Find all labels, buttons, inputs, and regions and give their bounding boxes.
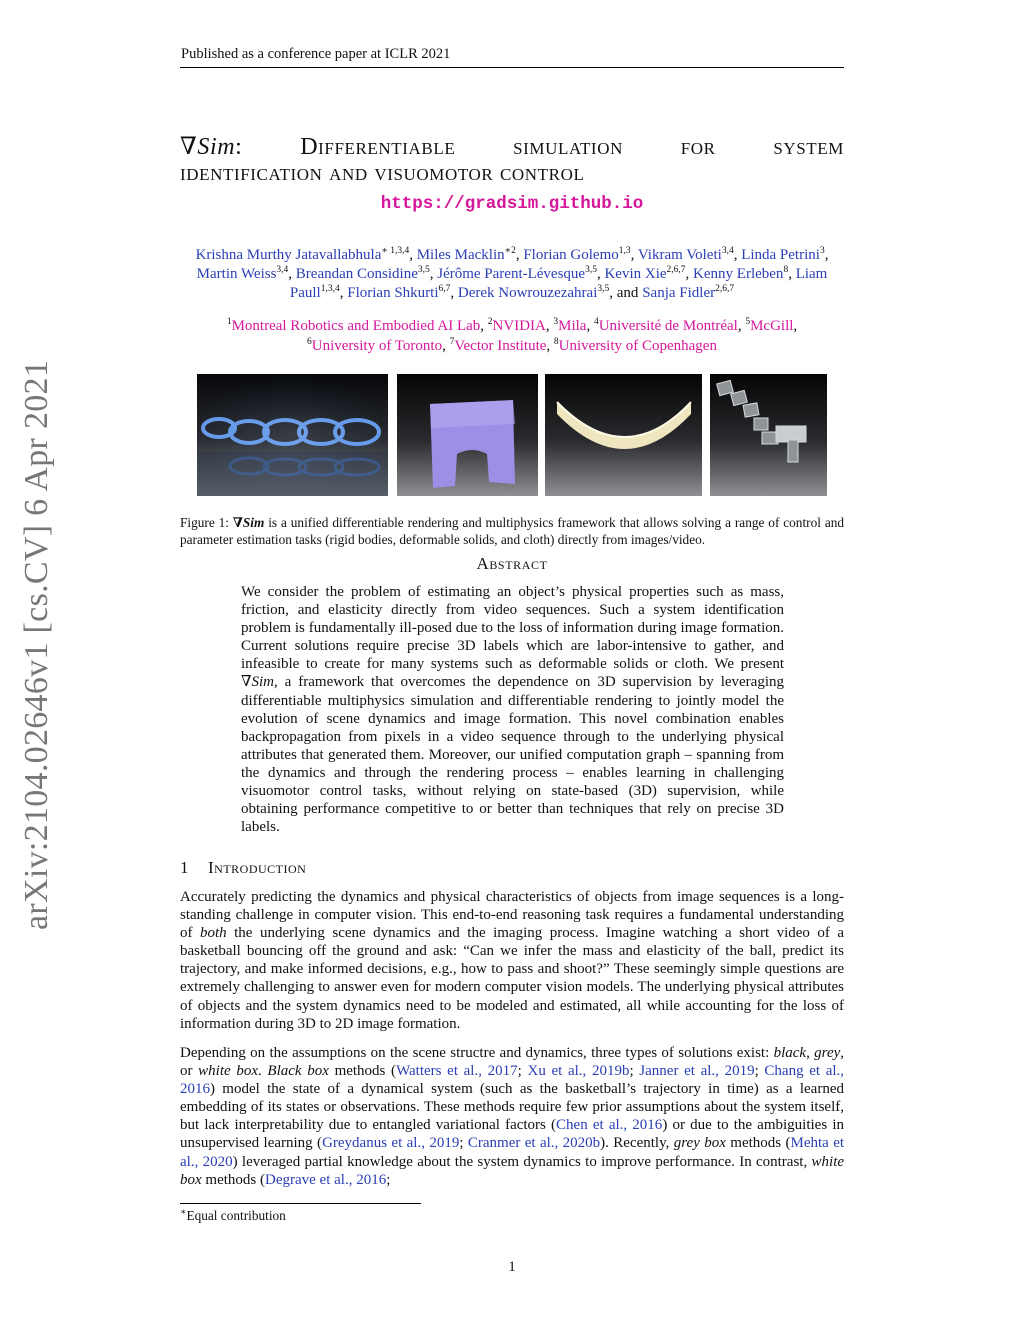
author-link[interactable]: Kevin Xie <box>604 266 667 282</box>
section-heading: 1 Introduction <box>180 858 307 877</box>
citation-link[interactable]: Degrave et al., 2016 <box>265 1171 387 1188</box>
author-link[interactable]: Breandan Considine <box>295 266 418 282</box>
abstract-heading: Abstract <box>476 554 548 573</box>
affiliation-list: $^1$Montreal Robotics and Embodied AI Lab, $^2$NVIDIA, $^3$Mila, $^4$Université de Montréal, $^5$McGill, $^6$University of Toronto, $^7$Vector Institute, $^8$University of Copenhagen <box>226 317 798 354</box>
citation-link[interactable]: Watters et al., 2017 <box>396 1063 518 1080</box>
intro-paragraph-1: Accurately predicting the dynamics and physical characteristics of objects from image sequences is a long-standing challenge in computer vision. This end-to-end reasoning task requires a fundamental understanding of both the underlying scene dynamics and the imaging process. Imagine watching a short video of a basketball bouncing off the ground and ask: “Can we infer the mass and elasticity of the ball, predict its trajectory, and make informed decisions, e.g., how to pass and shoot?” These seemingly simple questions are extremely challenging to answer even for modern computer vision models. The underlying physical attributes of objects and the system dynamics need to be modeled and estimated, all while accounting for the loss of information during 3D to 2D image formation. <box>180 889 845 1032</box>
citation-link[interactable]: Greydanus et al., 2019 <box>322 1135 460 1152</box>
author-link[interactable]: Florian Golemo <box>523 247 619 263</box>
affiliation-link[interactable]: McGill <box>750 318 794 334</box>
author-link[interactable]: Martin Weiss <box>196 266 277 282</box>
citation-link[interactable]: Janner et al., 2019 <box>639 1063 755 1080</box>
affiliation-link[interactable]: University of Copenhagen <box>558 337 717 354</box>
author-link[interactable]: Linda Petrini <box>741 247 820 263</box>
citation-link[interactable]: Mehta et al., 2020 <box>180 1135 845 1170</box>
author-link[interactable]: Florian Shkurti <box>347 285 439 301</box>
figure-caption: Figure 1: ∇Sim is a unified differentiable rendering and multiphysics framework that allows solving a range of control and parameter estimation tasks (rigid bodies, deformable solids, and cloth) directly from images/video. <box>180 515 845 547</box>
intro-paragraph-2: Depending on the assumptions on the scene structre and dynamics, three types of solutions exist: black, grey, or white box. Black box methods (Watters et al., 2017; Xu et al., 2019b; Janner et al., 2019; Chang et al., 2016) model the state of a dynamical system (such as the basketball’s trajectory in time) as a learned embedding of its states or observations. These methods require few prior assumptions about the system itself, but lack interpretability due to entangled variational factors (Chen et al., 2016) or due to the ambiguities in unsupervised learning (Greydanus et al., 2019; Cranmer et al., 2020b). Recently, grey box methods (Mehta et al., 2020) leveraged partial knowledge about the system dynamics to improve performance. In contrast, white box methods (Degrave et al., 2016; <box>180 1045 845 1188</box>
title-line-1: ∇Sim: Differentiable simulation for system <box>180 134 844 160</box>
author-link[interactable]: Sanja Fidler <box>642 285 716 301</box>
affiliation-link[interactable]: Université de Montréal <box>598 318 738 334</box>
author-link[interactable]: Miles Macklin <box>416 247 505 263</box>
affiliation-link[interactable]: Mila <box>558 318 587 334</box>
author-link[interactable]: Krishna Murthy Jatavallabhula <box>195 247 382 263</box>
arxiv-stamp: arXiv:2104.02646v1 [cs.CV] 6 Apr 2021 <box>18 359 55 930</box>
title-rest: Differentiable simulation for system <box>300 134 844 160</box>
author-list: Krishna Murthy Jatavallabhula$^{∗ 1,3,4}$, Miles Macklin$^{∗2}$, Florian Golemo$^{1,3}$, Vikram Voleti$^{3,4}$, Linda Petrini$^3$, Martin Weiss$^{3,4}$, Breandan Considine$^{3,5}$, Jérôme Parent-Lévesque$^{3,5}$, Kevin Xie$^{2,6,7}$, Kenny Erleben$^8$, Liam Paull$^{1,3,4}$, Florian Shkurti$^{6,7}$, Derek Nowrouzezahrai$^{3,5}$, and Sanja Fidler$^{2,6,7}$ <box>195 246 829 301</box>
figure-deformable-beam <box>545 374 702 496</box>
author-link[interactable]: Derek Nowrouzezahrai <box>457 285 598 301</box>
author-link[interactable]: Liam Paull <box>289 266 828 301</box>
figure-walker-robot <box>710 374 827 496</box>
citation-link[interactable]: Cranmer et al., 2020b <box>467 1135 601 1152</box>
footnote: ∗Equal contribution <box>180 1207 286 1223</box>
project-url-link[interactable]: https://gradsim.github.io <box>380 194 644 214</box>
figure-rigid-rings <box>197 374 388 496</box>
nabla-symbol: ∇ <box>180 134 198 160</box>
citation-link[interactable]: Chen et al., 2016 <box>556 1117 663 1134</box>
footnote-rule <box>180 1203 421 1204</box>
caption-text: is a unified differentiable rendering and multiphysics framework that allows solving a range of control and parameter estimation tasks (rigid bodies, deformable solids, and cloth) directly from images/video. <box>180 515 845 547</box>
affiliation-link[interactable]: NVIDIA <box>492 318 546 334</box>
abstract-body: We consider the problem of estimating an object’s physical properties such as mass, friction, and elasticity directly from video sequences. Such a system identification problem is fundamentally ill-posed due to the loss of information during image formation. Current solutions require precise 3D labels which are labor-intensive to gather, and infeasible to create for many systems such as deformable solids or cloth. We present ∇Sim, a framework that overcomes the dependence on 3D supervision by leveraging differentiable multiphysics simulation and differentiable rendering to jointly model the evolution of scene dynamics and image formation. This novel combination enables backpropagation from pixels in a video sequence through to the underlying physical attributes that generated them. Moreover, our unified computation graph – spanning from the dynamics and through the rendering process – enables learning in challenging visuomotor control tasks, without relying on state-based (3D) supervision, while obtaining performance competitive to or better than techniques that rely on precise 3D labels. <box>241 584 784 836</box>
running-head: Published as a conference paper at ICLR 2021 <box>181 46 451 62</box>
title-line-2: identification and visuomotor control <box>180 160 585 186</box>
author-link[interactable]: Kenny Erleben <box>693 266 784 282</box>
affiliation-link[interactable]: Vector Institute <box>454 337 547 354</box>
figure-cloth-sheet <box>397 374 538 496</box>
author-link[interactable]: Vikram Voleti <box>637 247 722 263</box>
citation-link[interactable]: Xu et al., 2019b <box>527 1063 630 1080</box>
author-link[interactable]: Jérôme Parent-Lévesque <box>437 266 586 282</box>
page-number: 1 <box>508 1259 516 1275</box>
citation-link[interactable]: Chang et al., 2016 <box>180 1063 845 1098</box>
paper-title <box>180 134 844 186</box>
affiliation-link[interactable]: University of Toronto <box>311 337 443 354</box>
caption-label: Figure 1: <box>180 515 229 530</box>
title-name: Sim <box>197 134 236 160</box>
affiliation-link[interactable]: Montreal Robotics and Embodied AI Lab <box>231 318 481 334</box>
header-rule <box>180 67 844 68</box>
